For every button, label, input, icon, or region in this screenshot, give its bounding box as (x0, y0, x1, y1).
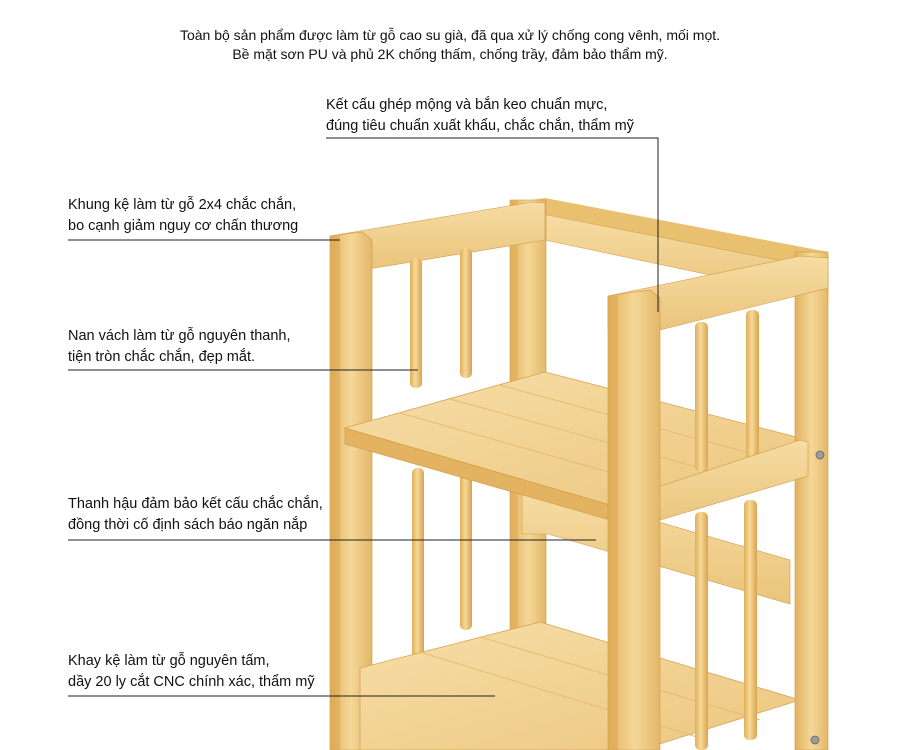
lower-shelf-tray (360, 622, 800, 750)
annotation-rear-bar-line-2: đồng thời cố định sách báo ngăn nắp (68, 517, 308, 533)
annotation-joinery-line-1: Kết cấu ghép mộng và bắn keo chuẩn mực, (326, 97, 608, 113)
annotation-joinery (326, 95, 634, 137)
annotation-slats-line-1: Nan vách làm từ gỗ nguyên thanh, (68, 328, 291, 344)
annotation-frame (68, 195, 298, 237)
intro-line-1: Toàn bộ sản phẩm được làm từ gỗ cao su già, đã qua xử lý chống cong vênh, mối mọt. (179, 27, 721, 43)
right-front-post (608, 290, 660, 750)
annotation-rear-bar (68, 494, 323, 536)
annotation-frame-line-1: Khung kệ làm từ gỗ 2x4 chắc chắn, (68, 197, 297, 213)
annotation-tray-line-2: dầy 20 ly cắt CNC chính xác, thẩm mỹ (68, 674, 315, 690)
annotation-slats (68, 326, 291, 368)
annotation-tray (68, 651, 315, 693)
right-back-post (795, 252, 828, 750)
annotation-rear-bar-line-1: Thanh hậu đảm bảo kết cấu chắc chắn, (68, 496, 323, 512)
intro-line-2: Bề mặt sơn PU và phủ 2K chống thấm, chống trầy, đảm bảo thẩm mỹ. (232, 46, 668, 62)
annotation-joinery-line-2: đúng tiêu chuẩn xuất khẩu, chắc chắn, thẩm mỹ (326, 118, 634, 134)
annotation-tray-line-1: Khay kệ làm từ gỗ nguyên tấm, (68, 653, 270, 669)
annotation-slats-line-2: tiện tròn chắc chắn, đẹp mắt. (68, 349, 255, 365)
annotation-frame-line-2: bo cạnh giảm nguy cơ chấn thương (68, 218, 299, 234)
